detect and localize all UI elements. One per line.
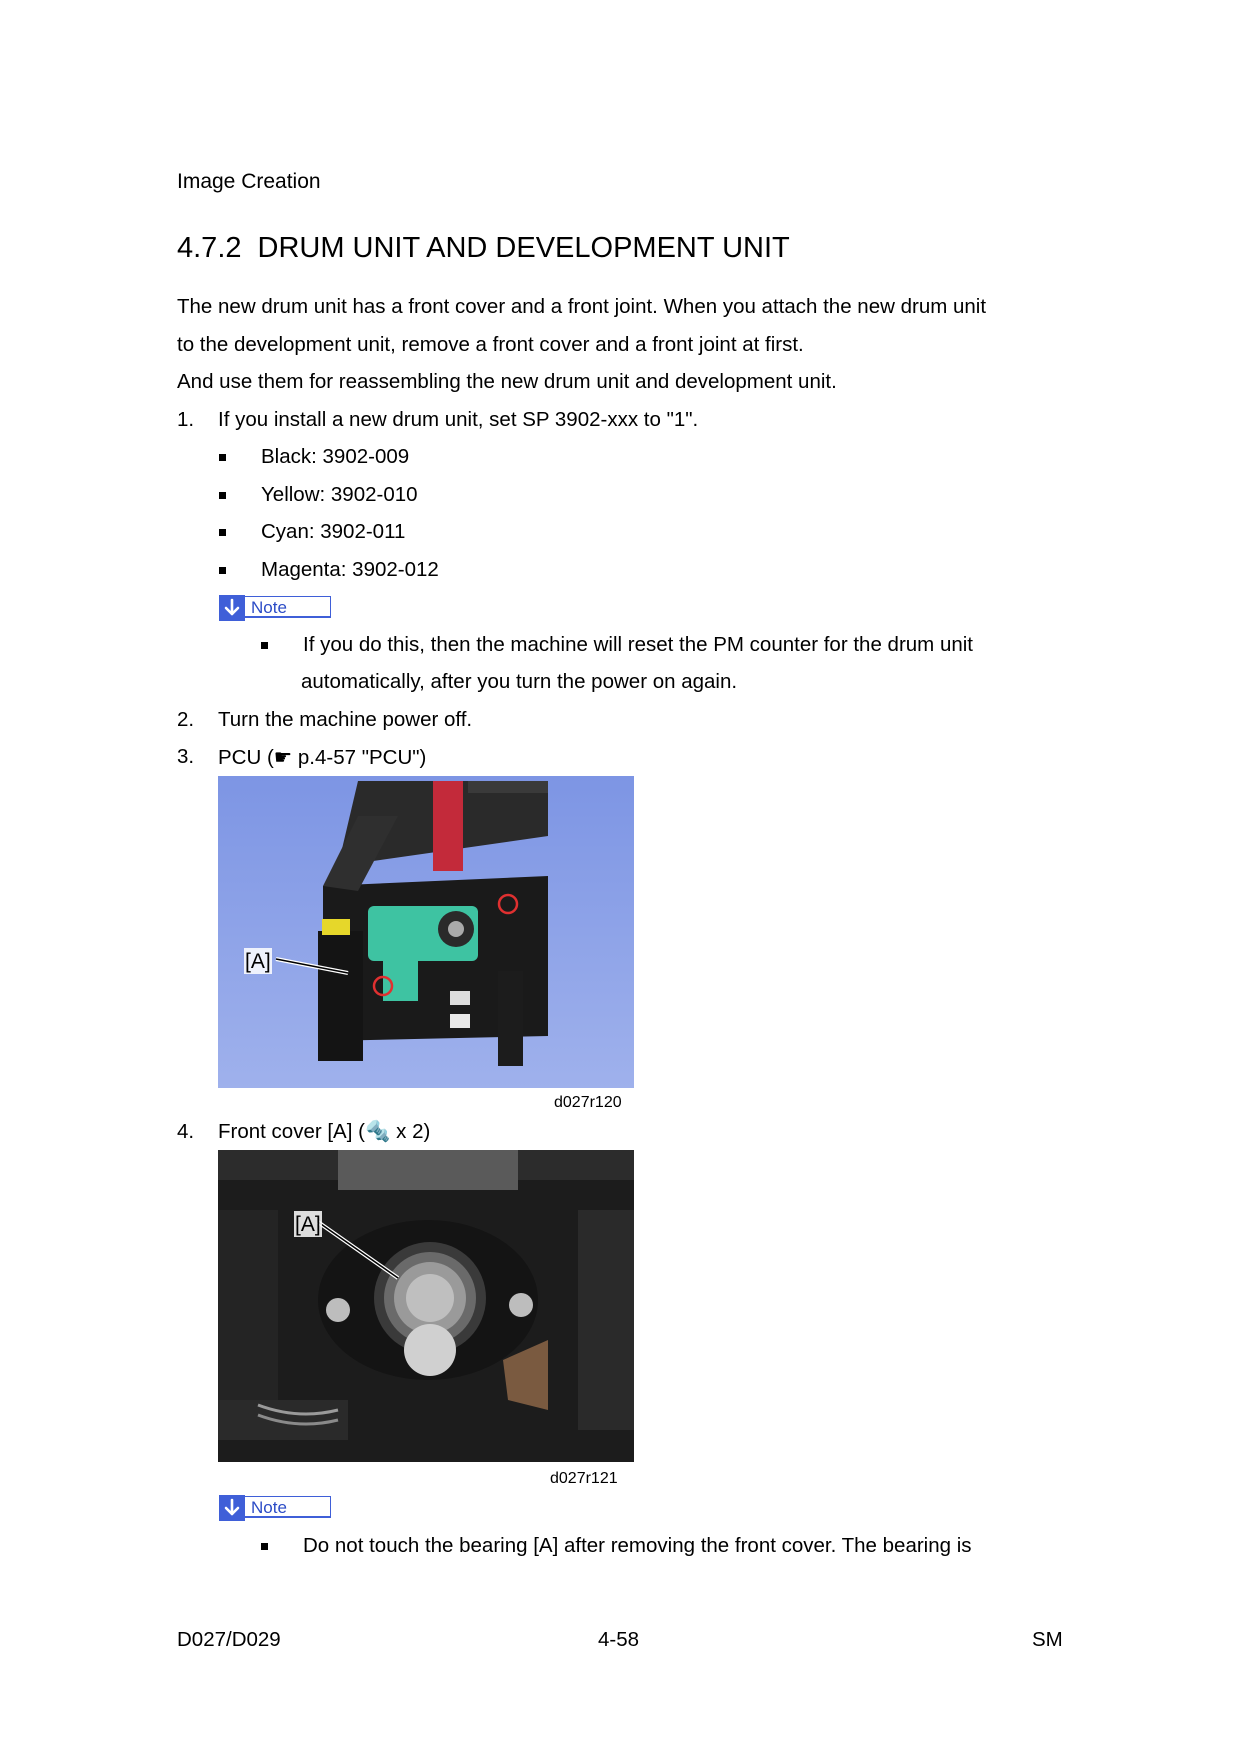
bullet-icon xyxy=(219,492,226,499)
figure1-callout: [A] xyxy=(245,950,271,973)
bullet-icon xyxy=(261,1543,268,1550)
list-item: Black: 3902-009 xyxy=(219,445,619,471)
list-item: Do not touch the bearing [A] after removing the front cover. The bearing is xyxy=(261,1534,1061,1560)
intro-line-1: The new drum unit has a front cover and a front joint. When you attach the new drum unit xyxy=(177,295,987,318)
figure1-caption: d027r120 xyxy=(554,1094,622,1111)
footer-page-number: 4-58 xyxy=(598,1628,640,1651)
list-item: Yellow: 3902-010 xyxy=(219,483,619,509)
step-3-number: 3. xyxy=(177,745,195,768)
step-4-text: Front cover [A] (🔩 x 2) xyxy=(218,1120,431,1143)
page-heading xyxy=(177,232,790,265)
step-1-number: 1. xyxy=(177,408,195,431)
heading-number: 4.7.2 xyxy=(177,232,242,264)
note-badge xyxy=(219,1495,333,1521)
step-1-text: If you install a new drum unit, set SP 3902-xxx to "1". xyxy=(218,408,699,431)
list-item: If you do this, then the machine will reset the PM counter for the drum unit xyxy=(261,633,1061,659)
list-item: Cyan: 3902-011 xyxy=(219,520,619,546)
note-label: Note xyxy=(245,1496,331,1518)
step-2-text: Turn the machine power off. xyxy=(218,708,473,731)
down-arrow-icon xyxy=(219,595,245,621)
figure2-caption: d027r121 xyxy=(550,1470,618,1487)
list-item: Magenta: 3902-012 xyxy=(219,558,619,584)
bullet-icon xyxy=(219,567,226,574)
photo-bearing xyxy=(218,1150,634,1462)
step-2-number: 2. xyxy=(177,708,195,731)
step-4-number: 4. xyxy=(177,1120,195,1143)
note-label: Note xyxy=(245,596,331,618)
photo-drum-unit xyxy=(218,776,634,1088)
footer-model: D027/D029 xyxy=(177,1628,281,1651)
step-3-text: PCU (☛ p.4-57 "PCU") xyxy=(218,746,427,769)
figure2-callout: [A] xyxy=(295,1213,321,1236)
note-badge xyxy=(219,595,333,621)
intro-line-3: And use them for reassembling the new drum unit and development unit. xyxy=(177,370,837,393)
bullet-icon xyxy=(219,454,226,461)
intro-line-2: to the development unit, remove a front cover and a front joint at first. xyxy=(177,333,804,356)
down-arrow-icon xyxy=(219,1495,245,1521)
section-label: Image Creation xyxy=(177,170,321,193)
note1-continuation: automatically, after you turn the power on again. xyxy=(301,670,738,693)
footer-manual-type: SM xyxy=(1032,1628,1063,1651)
bullet-icon xyxy=(261,642,268,649)
heading-title: DRUM UNIT AND DEVELOPMENT UNIT xyxy=(257,232,790,264)
bullet-icon xyxy=(219,529,226,536)
